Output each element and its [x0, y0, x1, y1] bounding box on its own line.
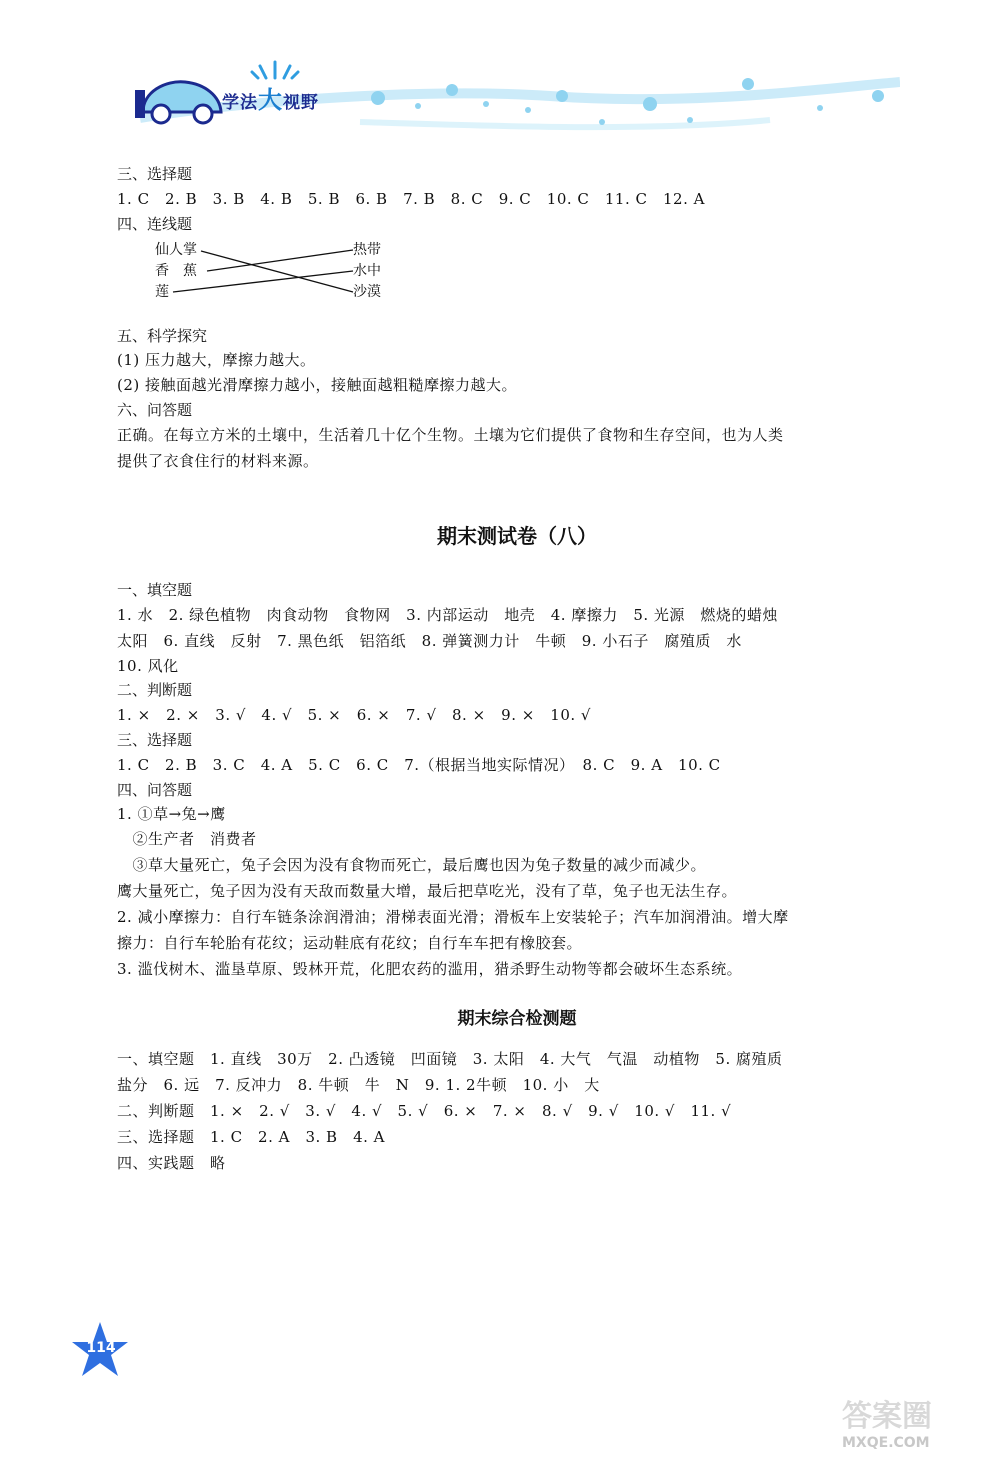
- sun-rays-icon: [250, 58, 300, 80]
- answer-line: ②生产者 消费者: [117, 830, 257, 848]
- header-logo-text: [222, 80, 319, 115]
- page-number: 114: [86, 1340, 116, 1356]
- answer-line: 一、填空题 1. 直线 30万 2. 凸透镜 凹面镜 3. 太阳 4. 大气 气温 动植物 5. 腐殖质: [117, 1050, 783, 1068]
- matching-diagram: [155, 240, 455, 302]
- answer-line: 盐分 6. 远 7. 反冲力 8. 牛顿 牛 N 9. 1. 2牛顿 10. 小 大: [117, 1076, 600, 1094]
- answer-line: 三、选择题 1. C 2. A 3. B 4. A: [117, 1128, 385, 1146]
- match-left-item: 仙人掌: [155, 242, 197, 258]
- answer-line: 3. 滥伐树木、滥垦草原、毁林开荒，化肥农药的滥用，猎杀野生动物等都会破坏生态系统。: [117, 960, 743, 978]
- answer-line: (2) 接触面越光滑摩擦力越小，接触面越粗糙摩擦力越大。: [117, 376, 518, 394]
- section-title: 六、问答题: [117, 401, 193, 419]
- answer-line: 10. 风化: [117, 657, 179, 675]
- page-content: [117, 162, 917, 1172]
- match-right-item: 沙漠: [353, 284, 381, 300]
- answer-line: 提供了衣食住行的材料来源。: [117, 452, 319, 470]
- logo-text-a: 学法: [222, 93, 258, 113]
- match-left-column: [155, 240, 197, 303]
- section-title: 四、连线题: [117, 215, 193, 233]
- answer-line: 正确。在每立方米的土壤中，生活着几十亿个生物。土壤为它们提供了食物和生存空间，也为人类: [117, 426, 784, 444]
- answer-line: 擦力：自行车轮胎有花纹；运动鞋底有花纹；自行车车把有橡胶套。: [117, 934, 583, 952]
- part3-section: [117, 1046, 917, 1176]
- section-title: 一、填空题: [117, 581, 193, 599]
- match-left-item: 莲: [155, 284, 169, 300]
- part2-section: [117, 578, 917, 982]
- answer-line: ③草大量死亡，兔子会因为没有食物而死亡，最后鹰也因为兔子数量的减少而减少。: [117, 856, 707, 874]
- exam-subtitle: 期末综合检测题: [457, 1009, 577, 1029]
- section-title: 五、科学探究: [117, 327, 208, 345]
- match-right-column: [353, 240, 381, 303]
- answer-line: (1) 压力越大，摩擦力越大。: [117, 351, 316, 369]
- watermark: [842, 1400, 936, 1452]
- section-title: 三、选择题: [117, 165, 193, 183]
- car-logo-icon: [135, 72, 225, 127]
- answer-line: 1. × 2. × 3. √ 4. √ 5. × 6. × 7. √ 8. × 9. × 10. √: [117, 706, 591, 724]
- matching-lines: [155, 240, 455, 302]
- page-number-badge: [70, 1320, 130, 1380]
- section-title: 三、选择题: [117, 731, 193, 749]
- match-right-item: 热带: [353, 242, 381, 258]
- answer-line: 太阳 6. 直线 反射 7. 黑色纸 铝箔纸 8. 弹簧测力计 牛顿 9. 小石子 腐殖质 水: [117, 632, 742, 650]
- logo-text-b: 视野: [283, 93, 319, 113]
- answer-line: 1. 水 2. 绿色植物 肉食动物 食物网 3. 内部运动 地壳 4. 摩擦力 5. 光源 燃烧的蜡烛: [117, 606, 778, 624]
- section-title: 二、判断题: [117, 681, 193, 699]
- watermark-url: MXQE.COM: [842, 1435, 930, 1451]
- answer-line: 二、判断题 1. × 2. √ 3. √ 4. √ 5. √ 6. × 7. × 8. √ 9. √ 10. √ 11. √: [117, 1102, 732, 1120]
- answer-line: 1. C 2. B 3. C 4. A 5. C 6. C 7.（根据当地实际情况） 8. C 9. A 10. C: [117, 756, 721, 774]
- logo-text-big: 大: [258, 86, 283, 114]
- watermark-text: 答案圈: [842, 1399, 932, 1434]
- answer-line: 鹰大量死亡，兔子因为没有天敌而数量大增，最后把草吃光，没有了草，兔子也无法生存。: [117, 882, 738, 900]
- section-title: 四、问答题: [117, 781, 193, 799]
- answer-line: 1. C 2. B 3. B 4. B 5. B 6. B 7. B 8. C 9. C 10. C 11. C 12. A: [117, 190, 705, 208]
- match-right-item: 水中: [353, 263, 381, 279]
- part1-section: [117, 162, 917, 474]
- answer-line: 2. 减小摩擦力：自行车链条涂润滑油；滑梯表面光滑；滑板车上安装轮子；汽车加润滑油。增大摩: [117, 908, 789, 926]
- answer-line: 四、实践题 略: [117, 1154, 226, 1172]
- answer-line: 1. ①草→兔→鹰: [117, 805, 226, 823]
- exam-title: 期末测试卷（八）: [437, 524, 597, 548]
- match-left-item: 香 蕉: [155, 263, 197, 279]
